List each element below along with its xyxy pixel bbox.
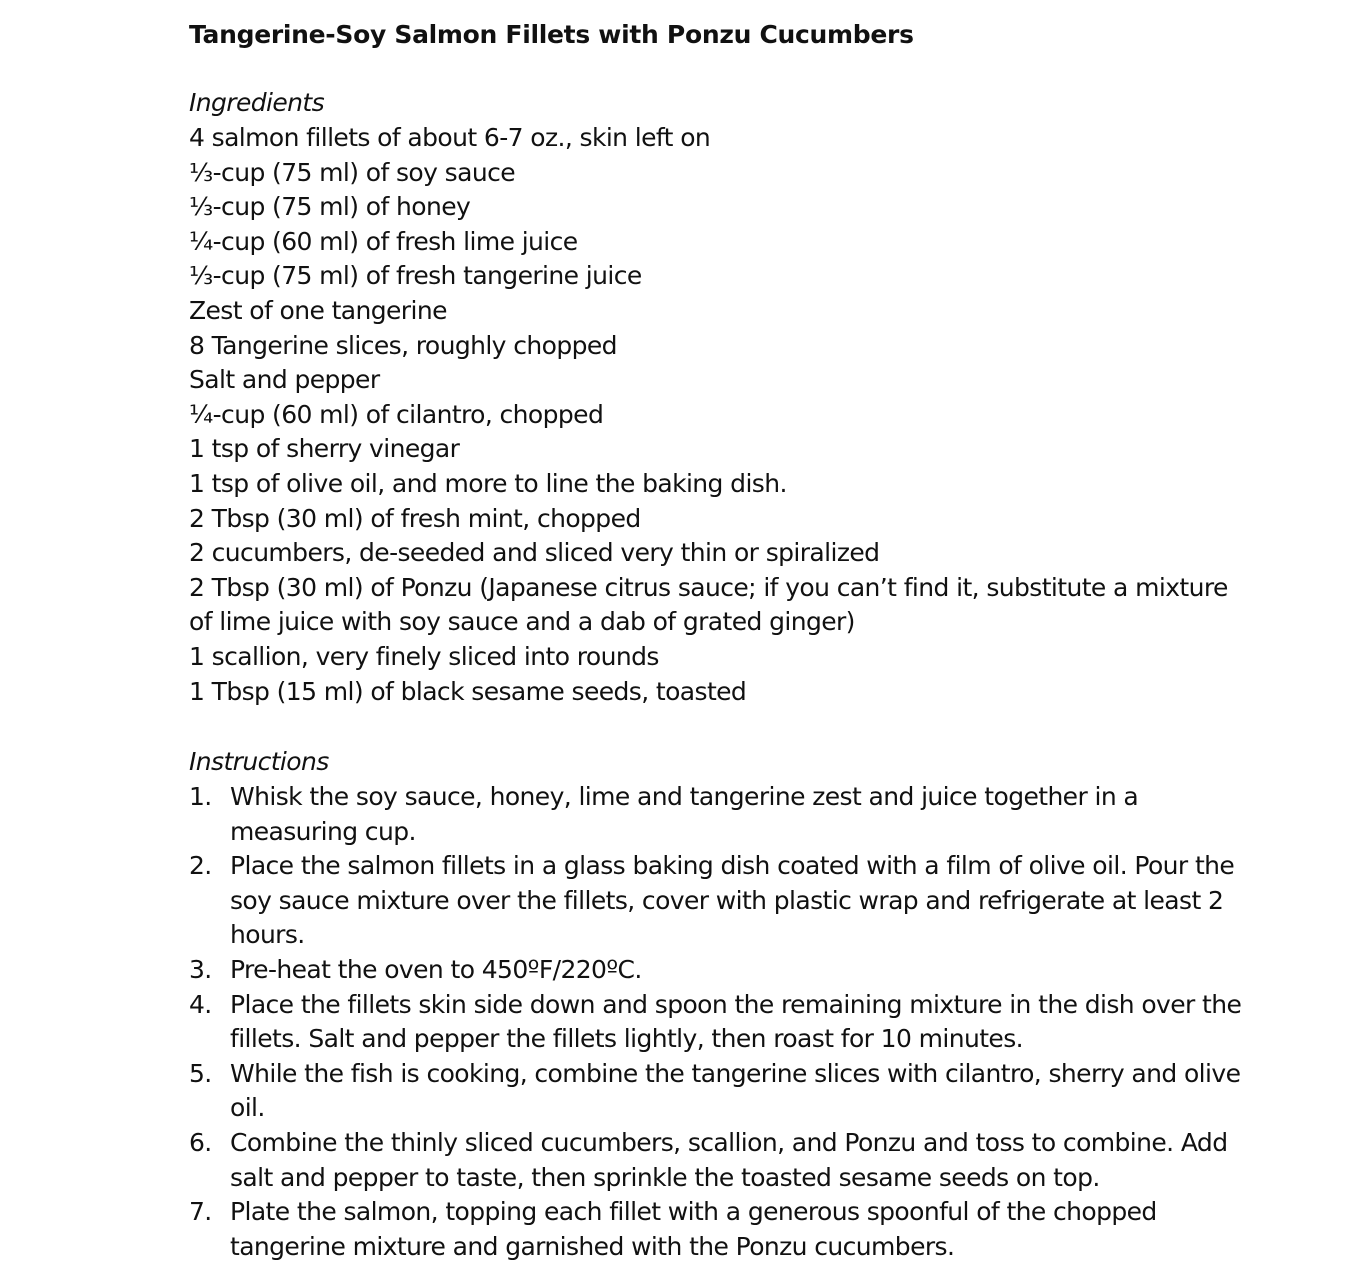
ingredient-item: 8 Tangerine slices, roughly chopped: [189, 330, 617, 360]
ingredient-item: 2 cucumbers, de-seeded and sliced very thin or spiralized: [189, 538, 880, 568]
step-text: While the fish is cooking, combine the tangerine slices with cilantro, sherry and olive oil.: [230, 1058, 1241, 1123]
ingredient-item: ¼-cup (60 ml) of fresh lime juice: [189, 226, 578, 256]
ingredients-heading: Ingredients: [189, 88, 325, 117]
instruction-step: [189, 1057, 1269, 1126]
ingredient-item: 1 tsp of sherry vinegar: [189, 434, 460, 464]
ingredient-item: 4 salmon fillets of about 6-7 oz., skin left on: [189, 123, 711, 152]
ingredients-list: [189, 121, 1249, 709]
ingredient-item: 1 scallion, very finely sliced into rounds: [189, 641, 659, 671]
recipe-title: Tangerine-Soy Salmon Fillets with Ponzu Cucumbers: [189, 20, 914, 49]
step-text: Combine the thinly sliced cucumbers, scallion, and Ponzu and toss to combine. Add salt and pepper to taste, then sprinkle the toasted sesame seeds on top.: [230, 1127, 1228, 1192]
instruction-step: [189, 988, 1269, 1057]
ingredient-item: ¼-cup (60 ml) of cilantro, chopped: [189, 399, 604, 429]
step-text: Place the fillets skin side down and spoon the remaining mixture in the dish over the fillets. Salt and pepper the fillets lightly, then roast for 10 minutes.: [230, 989, 1242, 1054]
instruction-step: [189, 1195, 1269, 1264]
instructions-heading: Instructions: [189, 747, 329, 776]
ingredient-item: 1 tsp of olive oil, and more to line the baking dish.: [189, 468, 787, 498]
step-number: 1.: [189, 782, 212, 811]
ingredient-item: ⅓-cup (75 ml) of honey: [189, 192, 471, 222]
step-text: Pre-heat the oven to 450ºF/220ºC.: [230, 954, 642, 984]
instruction-step: [189, 1126, 1269, 1195]
ingredient-item: Zest of one tangerine: [189, 295, 447, 325]
ingredient-item: ⅓-cup (75 ml) of soy sauce: [189, 157, 515, 187]
instruction-step: [189, 953, 1269, 988]
step-number: 6.: [189, 1127, 212, 1157]
step-text: Plate the salmon, topping each fillet with a generous spoonful of the chopped tangerine mixture and garnished with the Ponzu cucumbers.: [230, 1197, 1157, 1261]
ingredient-item: Salt and pepper: [189, 365, 380, 395]
ingredient-item: 2 Tbsp (30 ml) of fresh mint, chopped: [189, 503, 641, 533]
step-number: 4.: [189, 989, 212, 1019]
step-number: 7.: [189, 1197, 212, 1227]
step-text: Whisk the soy sauce, honey, lime and tangerine zest and juice together in a measuring cup.: [230, 782, 1139, 846]
instruction-step: [189, 780, 1269, 849]
step-number: 2.: [189, 851, 212, 881]
step-number: 5.: [189, 1058, 212, 1088]
step-number: 3.: [189, 954, 212, 984]
ingredient-item: 2 Tbsp (30 ml) of Ponzu (Japanese citrus sauce; if you can’t find it, substitute a mixture of lime juice with soy sauce and a dab of grated ginger): [189, 572, 1228, 637]
ingredient-item: ⅓-cup (75 ml) of fresh tangerine juice: [189, 261, 642, 291]
step-text: Place the salmon fillets in a glass baking dish coated with a film of olive oil. Pour the soy sauce mixture over the fillets, cover with plastic wrap and refrigerate at least 2 hours.: [230, 851, 1235, 950]
instructions-list: [189, 780, 1269, 1264]
instruction-step: [189, 849, 1269, 953]
ingredient-item: 1 Tbsp (15 ml) of black sesame seeds, toasted: [189, 676, 747, 706]
